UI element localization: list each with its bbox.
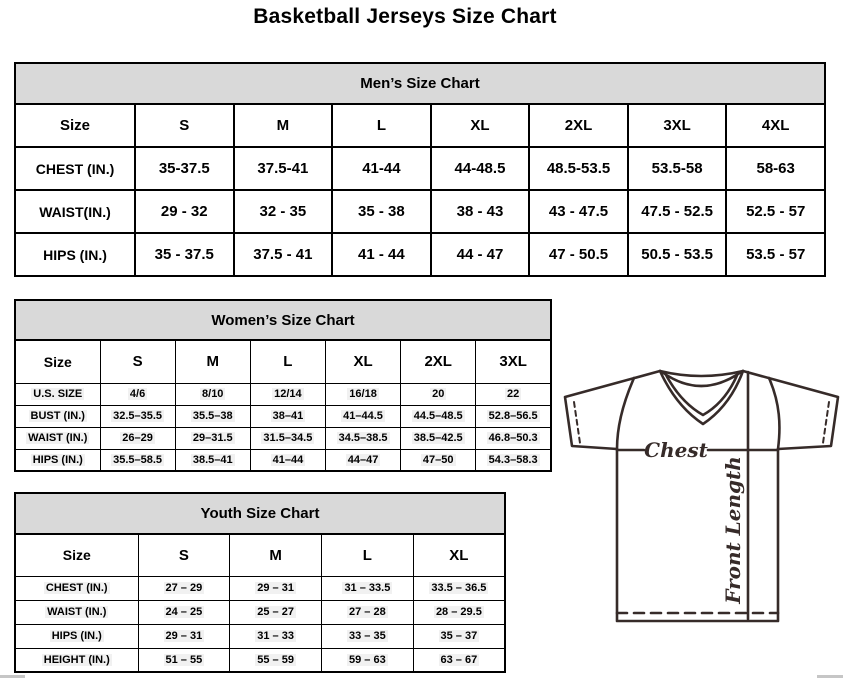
mens-size-table xyxy=(14,103,826,277)
value-cell: 32.5–35.5 xyxy=(100,405,175,427)
col-header: 3XL xyxy=(476,340,551,383)
youth-size-table xyxy=(14,533,506,673)
value-cell: 29 - 32 xyxy=(135,190,234,233)
col-header: M xyxy=(230,534,322,576)
womens-size-chart xyxy=(14,299,552,472)
value-cell: 53.5 - 57 xyxy=(726,233,825,276)
youth-size-chart-title: Youth Size Chart xyxy=(14,492,506,533)
horizontal-scrollbar-left-fragment[interactable] xyxy=(0,675,25,678)
table-row xyxy=(15,427,551,449)
value-cell: 27 – 29 xyxy=(138,576,230,600)
row-label: WAIST (IN.) xyxy=(15,600,138,624)
value-cell: 12/14 xyxy=(250,383,325,405)
col-header: S xyxy=(138,534,230,576)
col-header: 2XL xyxy=(401,340,476,383)
col-header: XL xyxy=(431,104,530,147)
table-row xyxy=(15,405,551,427)
value-cell: 35.5–58.5 xyxy=(100,449,175,471)
value-cell: 63 – 67 xyxy=(413,648,505,672)
horizontal-scrollbar-right-fragment[interactable] xyxy=(817,675,843,678)
value-cell: 35 – 37 xyxy=(413,624,505,648)
value-cell: 8/10 xyxy=(175,383,250,405)
left-armhole-seam xyxy=(617,378,634,449)
front-length-measure-label: Front Length xyxy=(721,456,745,604)
value-cell: 44 - 47 xyxy=(431,233,530,276)
row-label: HIPS (IN.) xyxy=(15,449,100,471)
table-row xyxy=(15,147,825,190)
value-cell: 24 – 25 xyxy=(138,600,230,624)
value-cell: 55 – 59 xyxy=(230,648,322,672)
table-header-row xyxy=(15,340,551,383)
row-label: U.S. SIZE xyxy=(15,383,100,405)
mens-size-chart-title: Men’s Size Chart xyxy=(14,62,826,103)
value-cell: 22 xyxy=(476,383,551,405)
value-cell: 37.5 - 41 xyxy=(234,233,333,276)
mens-size-chart xyxy=(14,62,826,277)
value-cell: 43 - 47.5 xyxy=(529,190,628,233)
table-row xyxy=(15,576,505,600)
col-header: L xyxy=(250,340,325,383)
collar-back-arc-shallow xyxy=(660,371,743,376)
value-cell: 29 – 31 xyxy=(138,624,230,648)
value-cell: 38–41 xyxy=(250,405,325,427)
value-cell: 31 – 33.5 xyxy=(322,576,414,600)
col-header: XL xyxy=(413,534,505,576)
col-header: Size xyxy=(15,340,100,383)
table-row xyxy=(15,449,551,471)
womens-size-table xyxy=(14,339,552,472)
value-cell: 35-37.5 xyxy=(135,147,234,190)
col-header: L xyxy=(332,104,431,147)
value-cell: 52.5 - 57 xyxy=(726,190,825,233)
table-row xyxy=(15,233,825,276)
value-cell: 29–31.5 xyxy=(175,427,250,449)
value-cell: 47 - 50.5 xyxy=(529,233,628,276)
value-cell: 46.8–50.3 xyxy=(476,427,551,449)
row-label: HIPS (IN.) xyxy=(15,233,135,276)
value-cell: 51 – 55 xyxy=(138,648,230,672)
value-cell: 31 – 33 xyxy=(230,624,322,648)
table-row xyxy=(15,648,505,672)
value-cell: 27 – 28 xyxy=(322,600,414,624)
value-cell: 35 - 37.5 xyxy=(135,233,234,276)
value-cell: 16/18 xyxy=(325,383,400,405)
value-cell: 53.5-58 xyxy=(628,147,727,190)
col-header: S xyxy=(100,340,175,383)
body-outline xyxy=(617,449,778,621)
value-cell: 41–44.5 xyxy=(325,405,400,427)
col-header: M xyxy=(234,104,333,147)
page-title: Basketball Jerseys Size Chart xyxy=(253,5,557,28)
value-cell: 58-63 xyxy=(726,147,825,190)
value-cell: 31.5–34.5 xyxy=(250,427,325,449)
value-cell: 38.5–42.5 xyxy=(401,427,476,449)
value-cell: 33.5 – 36.5 xyxy=(413,576,505,600)
value-cell: 33 – 35 xyxy=(322,624,414,648)
value-cell: 38 - 43 xyxy=(431,190,530,233)
col-header: S xyxy=(135,104,234,147)
womens-size-chart-title: Women’s Size Chart xyxy=(14,299,552,339)
right-cuff-dash xyxy=(823,402,829,443)
col-header: XL xyxy=(325,340,400,383)
col-header: L xyxy=(322,534,414,576)
value-cell: 47.5 - 52.5 xyxy=(628,190,727,233)
table-header-row xyxy=(15,104,825,147)
value-cell: 41 - 44 xyxy=(332,233,431,276)
value-cell: 4/6 xyxy=(100,383,175,405)
row-label: HEIGHT (IN.) xyxy=(15,648,138,672)
col-header: M xyxy=(175,340,250,383)
table-header-row xyxy=(15,534,505,576)
table-row xyxy=(15,190,825,233)
row-label: CHEST (IN.) xyxy=(15,576,138,600)
value-cell: 38.5–41 xyxy=(175,449,250,471)
col-header: 4XL xyxy=(726,104,825,147)
col-header: Size xyxy=(15,104,135,147)
value-cell: 26–29 xyxy=(100,427,175,449)
col-header: Size xyxy=(15,534,138,576)
value-cell: 28 – 29.5 xyxy=(413,600,505,624)
value-cell: 59 – 63 xyxy=(322,648,414,672)
value-cell: 54.3–58.3 xyxy=(476,449,551,471)
value-cell: 32 - 35 xyxy=(234,190,333,233)
value-cell: 34.5–38.5 xyxy=(325,427,400,449)
row-label: BUST (IN.) xyxy=(15,405,100,427)
value-cell: 52.8–56.5 xyxy=(476,405,551,427)
table-row xyxy=(15,600,505,624)
left-cuff-dash xyxy=(574,402,580,443)
value-cell: 25 – 27 xyxy=(230,600,322,624)
col-header: 3XL xyxy=(628,104,727,147)
chest-measure-label: Chest xyxy=(644,438,708,462)
value-cell: 20 xyxy=(401,383,476,405)
value-cell: 44–47 xyxy=(325,449,400,471)
value-cell: 37.5-41 xyxy=(234,147,333,190)
value-cell: 35.5–38 xyxy=(175,405,250,427)
value-cell: 44.5–48.5 xyxy=(401,405,476,427)
table-row xyxy=(15,383,551,405)
row-label: HIPS (IN.) xyxy=(15,624,138,648)
row-label: WAIST (IN.) xyxy=(15,427,100,449)
row-label: WAIST(IN.) xyxy=(15,190,135,233)
value-cell: 50.5 - 53.5 xyxy=(628,233,727,276)
value-cell: 41–44 xyxy=(250,449,325,471)
row-label: CHEST (IN.) xyxy=(15,147,135,190)
jersey-measurement-diagram xyxy=(560,358,843,634)
value-cell: 47–50 xyxy=(401,449,476,471)
value-cell: 35 - 38 xyxy=(332,190,431,233)
value-cell: 44-48.5 xyxy=(431,147,530,190)
right-armhole-seam xyxy=(769,378,779,449)
col-header: 2XL xyxy=(529,104,628,147)
youth-size-chart xyxy=(14,492,506,673)
value-cell: 29 – 31 xyxy=(230,576,322,600)
table-row xyxy=(15,624,505,648)
value-cell: 41-44 xyxy=(332,147,431,190)
value-cell: 48.5-53.5 xyxy=(529,147,628,190)
